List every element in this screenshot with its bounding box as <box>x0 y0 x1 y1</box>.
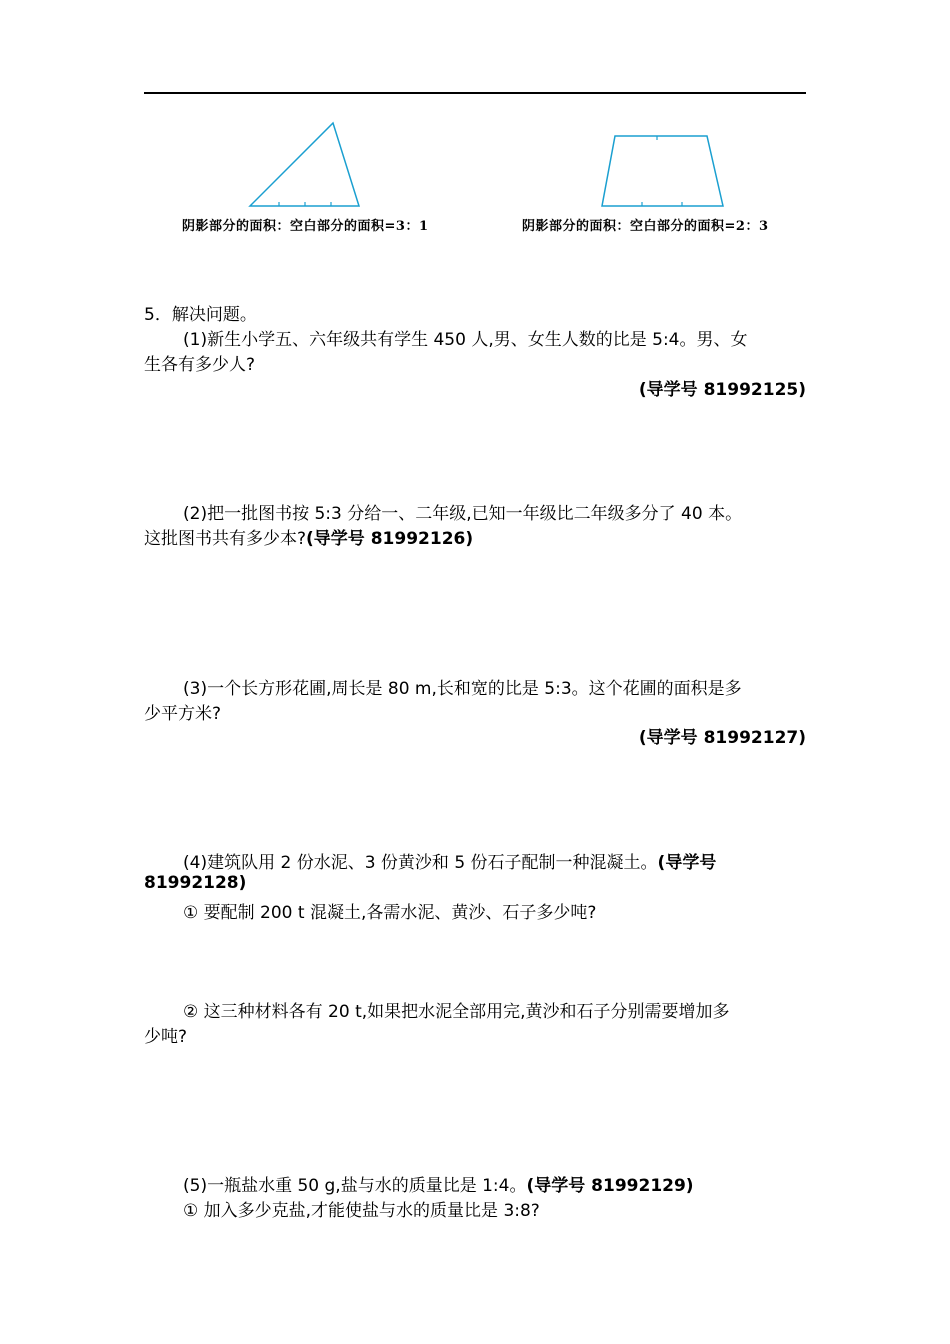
q5-code: (导学号 81992129) <box>526 1176 694 1196</box>
q5-line1-text: (5)一瓶盐水重 50 g,盐与水的质量比是 1:4。 <box>183 1176 527 1196</box>
trapezoid-shape <box>602 136 723 206</box>
q5-line1 <box>183 1171 694 1196</box>
q1-line1: (1)新生小学五、六年级共有学生 450 人,男、女生人数的比是 5:4。男、女 <box>183 330 748 350</box>
q4-sub1: ① 要配制 200 t 混凝土,各需水泥、黄沙、石子多少吨? <box>183 903 597 923</box>
triangle-figure <box>245 118 365 210</box>
q4-line1-text: (4)建筑队用 2 份水泥、3 份黄沙和 5 份石子配制一种混凝土。 <box>183 853 658 873</box>
q4-line1 <box>183 848 716 873</box>
q1-code: (导学号 81992125) <box>638 380 806 400</box>
q4-sub2-line1: ② 这三种材料各有 20 t,如果把水泥全部用完,黄沙和石子分别需要增加多 <box>183 1002 730 1022</box>
section-heading: 5．解决问题。 <box>144 305 257 325</box>
q3-code: (导学号 81992127) <box>638 728 806 748</box>
q2-code: (导学号 81992126) <box>306 529 474 549</box>
q4-sub2-line2: 少吨? <box>144 1027 188 1047</box>
q2-line2 <box>144 524 473 549</box>
q4-line1-code: (导学号 <box>657 853 717 873</box>
trapezoid-figure <box>598 132 728 210</box>
q1-line2: 生各有多少人? <box>144 355 256 375</box>
trapezoid-caption: 阴影部分的面积：空白部分的面积=2：3 <box>522 219 769 234</box>
q5-sub1: ① 加入多少克盐,才能使盐与水的质量比是 3:8? <box>183 1201 540 1221</box>
triangle-shape <box>250 123 359 206</box>
triangle-caption: 阴影部分的面积：空白部分的面积=3：1 <box>182 219 429 234</box>
q3-line1: (3)一个长方形花圃,周长是 80 m,长和宽的比是 5:3。这个花圃的面积是多 <box>183 679 742 699</box>
top-rule <box>144 92 806 94</box>
q3-line2: 少平方米? <box>144 704 222 724</box>
q2-line2-text: 这批图书共有多少本? <box>144 529 307 549</box>
q4-line2-code: 81992128) <box>144 873 247 893</box>
q2-line1: (2)把一批图书按 5:3 分给一、二年级,已知一年级比二年级多分了 40 本。 <box>183 504 743 524</box>
